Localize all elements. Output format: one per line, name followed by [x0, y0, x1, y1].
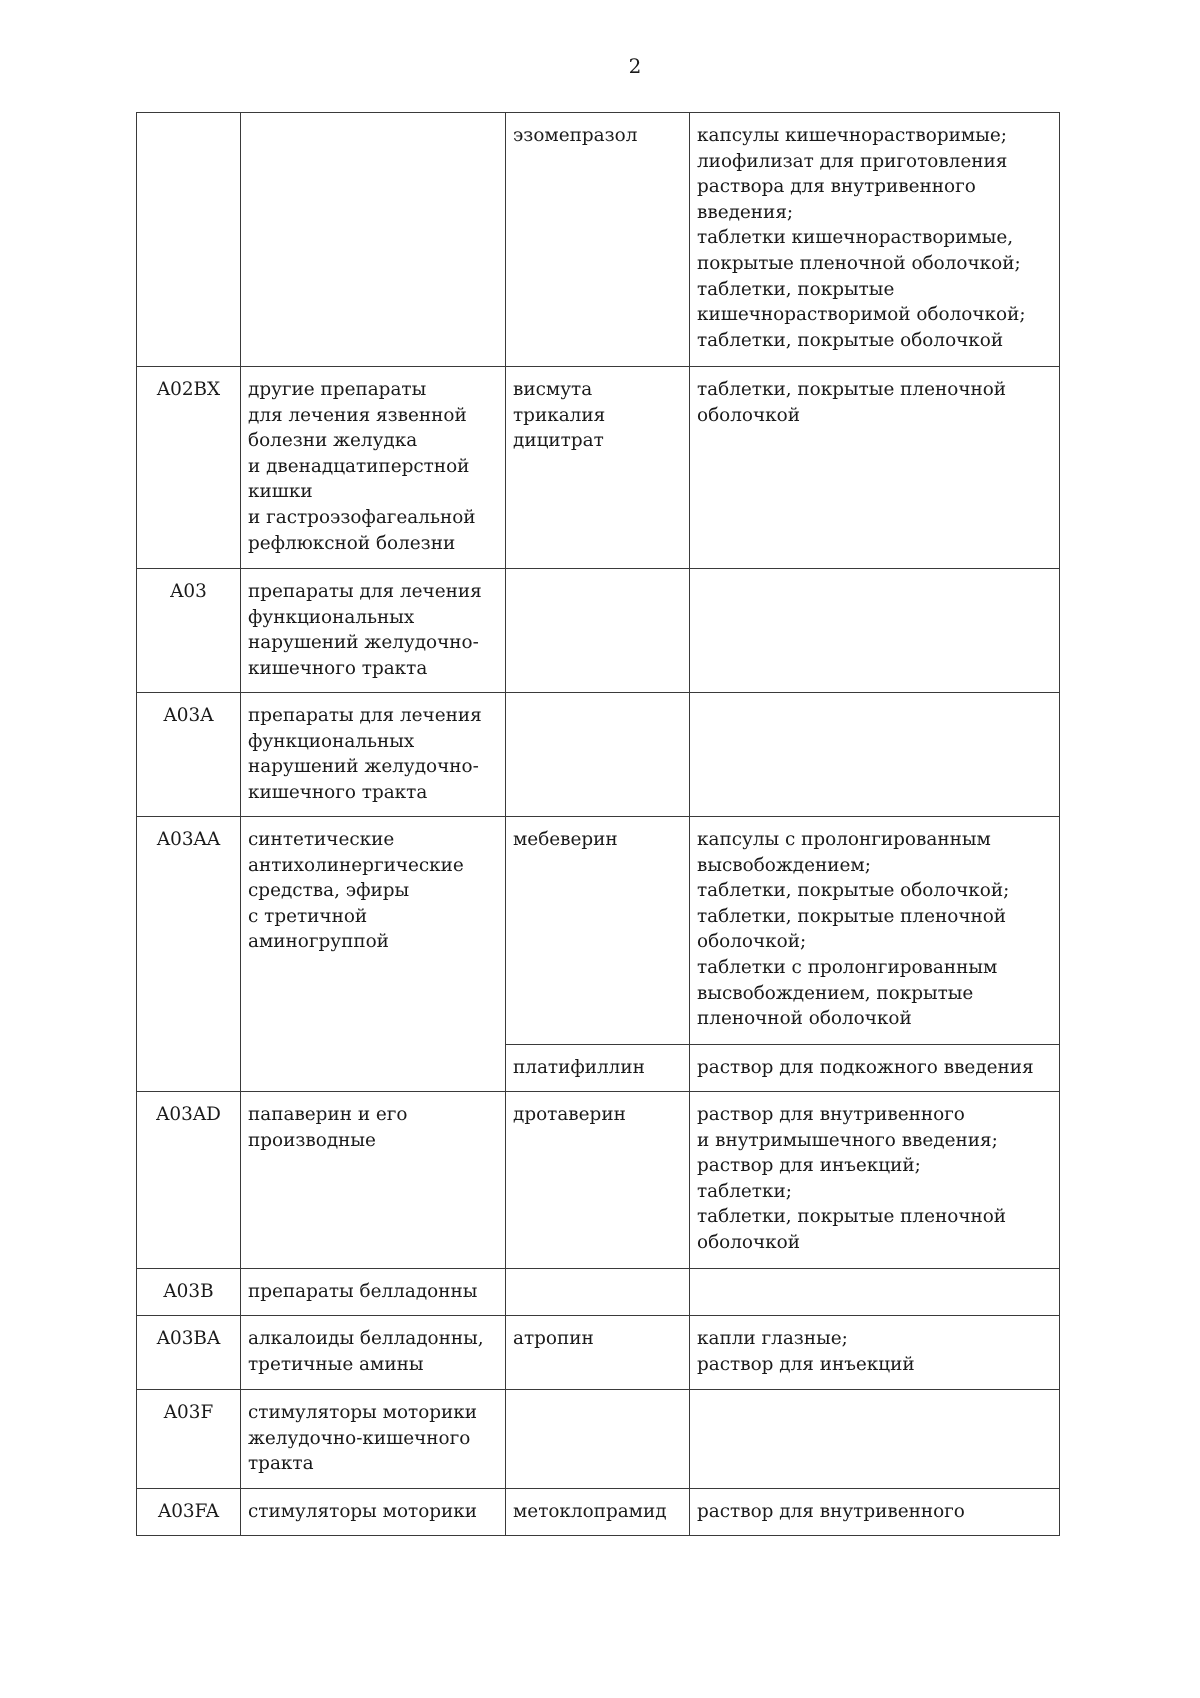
drug-name-cell: [506, 693, 690, 817]
atc-code-cell: A03AA: [137, 817, 241, 1092]
drug-name-cell: платифиллин: [506, 1045, 690, 1092]
group-name-cell: препараты белладонны: [241, 1269, 506, 1316]
drug-name-cell: [506, 569, 690, 693]
table-row: [137, 367, 1060, 569]
table-row: [137, 113, 1060, 367]
group-name-cell: стимуляторы моторики желудочно-кишечного тракта: [241, 1390, 506, 1489]
atc-code-cell: A03BA: [137, 1316, 241, 1390]
table-row: [137, 1092, 1060, 1269]
table-row: [137, 1489, 1060, 1536]
group-name-cell: синтетические антихолинергические средства, эфиры с третичной аминогруппой: [241, 817, 506, 1092]
drug-name-cell: метоклопрамид: [506, 1489, 690, 1536]
dosage-form-cell: таблетки, покрытые пленочной оболочкой: [690, 367, 1060, 569]
atc-code-cell: A03FA: [137, 1489, 241, 1536]
atc-code-cell: A03B: [137, 1269, 241, 1316]
dosage-form-cell: раствор для внутривенного и внутримышечного введения; раствор для инъекций; таблетки; таблетки, покрытые пленочной оболочкой: [690, 1092, 1060, 1269]
drug-name-cell: дротаверин: [506, 1092, 690, 1269]
drug-name-cell: висмута трикалия дицитрат: [506, 367, 690, 569]
drug-name-cell: [506, 1390, 690, 1489]
atc-code-cell: A03A: [137, 693, 241, 817]
drug-name-cell: [506, 1269, 690, 1316]
drug-name-cell: атропин: [506, 1316, 690, 1390]
dosage-form-cell: [690, 693, 1060, 817]
dosage-form-cell: [690, 1390, 1060, 1489]
dosage-form-cell: раствор для внутривенного: [690, 1489, 1060, 1536]
drug-name-cell: эзомепразол: [506, 113, 690, 367]
atc-code-cell: A03AD: [137, 1092, 241, 1269]
atc-code-cell: [137, 113, 241, 367]
dosage-form-cell: капсулы с пролонгированным высвобождением; таблетки, покрытые оболочкой; таблетки, покрытые пленочной оболочкой; таблетки с пролонгированным высвобождением, покрытые пленочной оболочкой: [690, 817, 1060, 1045]
atc-code-cell: A02BX: [137, 367, 241, 569]
dosage-form-cell: капсулы кишечнорастворимые; лиофилизат для приготовления раствора для внутривенного введения; таблетки кишечнорастворимые, покрытые пленочной оболочкой; таблетки, покрытые кишечнорастворимой оболочкой; таблетки, покрытые оболочкой: [690, 113, 1060, 367]
group-name-cell: стимуляторы моторики: [241, 1489, 506, 1536]
dosage-form-cell: [690, 569, 1060, 693]
medication-table: [136, 112, 1060, 1536]
table-row: [137, 693, 1060, 817]
group-name-cell: папаверин и его производные: [241, 1092, 506, 1269]
table-row: [137, 1316, 1060, 1390]
group-name-cell: препараты для лечения функциональных нарушений желудочно- кишечного тракта: [241, 569, 506, 693]
dosage-form-cell: [690, 1269, 1060, 1316]
dosage-form-cell: раствор для подкожного введения: [690, 1045, 1060, 1092]
table-row: [137, 817, 1060, 1045]
table-row: [137, 1390, 1060, 1489]
drug-name-cell: мебеверин: [506, 817, 690, 1045]
page-number: 2: [628, 54, 642, 78]
group-name-cell: алкалоиды белладонны, третичные амины: [241, 1316, 506, 1390]
table-row: [137, 569, 1060, 693]
atc-code-cell: A03: [137, 569, 241, 693]
table-row: [137, 1269, 1060, 1316]
group-name-cell: другие препараты для лечения язвенной болезни желудка и двенадцатиперстной кишки и гастроэзофагеальной рефлюксной болезни: [241, 367, 506, 569]
atc-code-cell: A03F: [137, 1390, 241, 1489]
group-name-cell: [241, 113, 506, 367]
group-name-cell: препараты для лечения функциональных нарушений желудочно- кишечного тракта: [241, 693, 506, 817]
dosage-form-cell: капли глазные; раствор для инъекций: [690, 1316, 1060, 1390]
